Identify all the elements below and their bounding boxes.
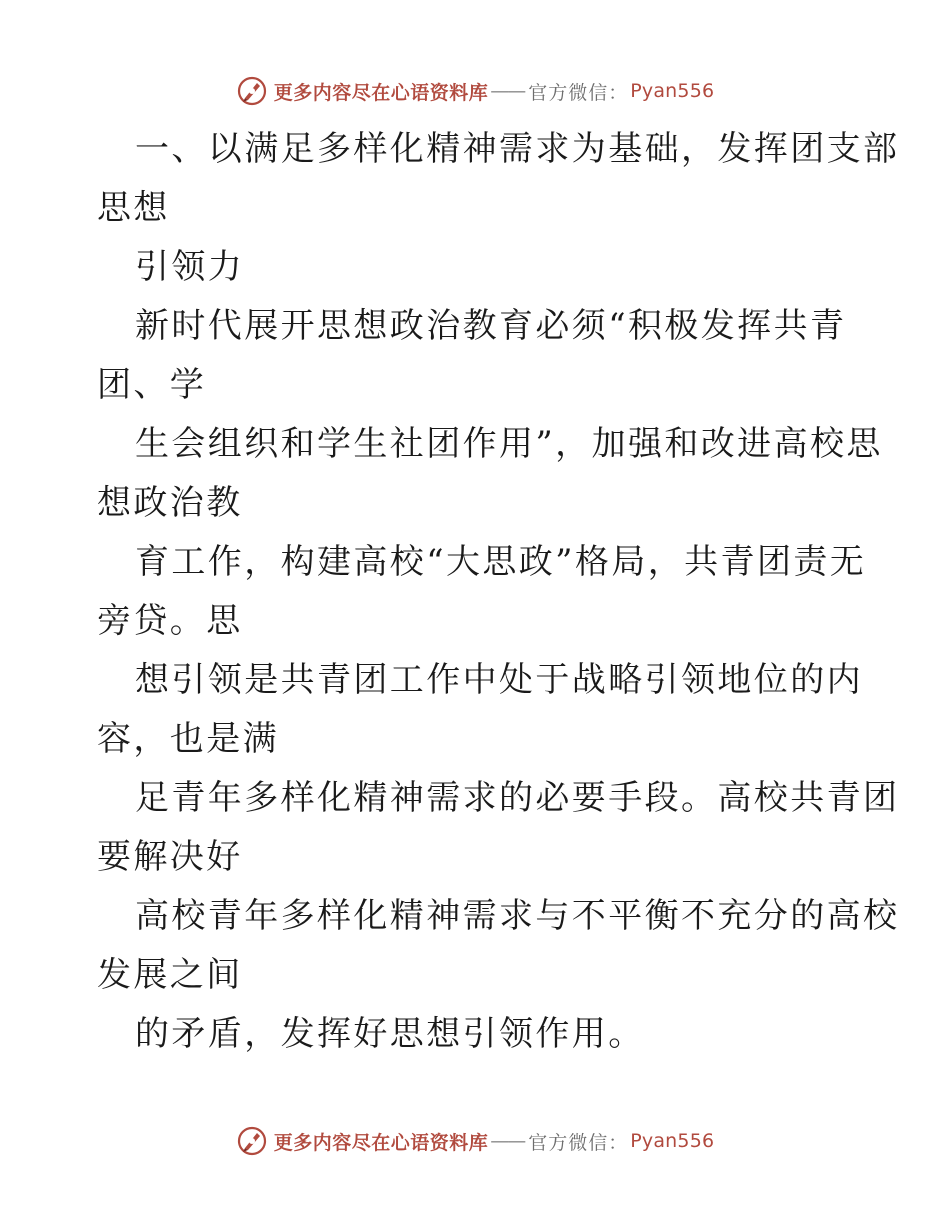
watermark-wechat-label: 官方微信： [528,1131,629,1154]
header-watermark [0,71,950,111]
watermark-dash: —— [490,1130,525,1152]
text-line: 一、以满足多样化精神需求为基础，发挥团支部 [135,129,900,169]
watermark-wechat-id: Pyan556 [630,80,715,102]
watermark-wechat-label: 官方微信： [528,81,629,104]
text-line: 生会组织和学生社团作用”，加强和改进高校思 [135,424,883,464]
text-line: 要解决好 [97,837,243,877]
watermark-main-text: 更多内容尽在心语资料库 [273,1131,489,1154]
watermark-dash: —— [490,80,525,102]
text-line: 旁贷。思 [97,601,243,641]
watermark-main-text: 更多内容尽在心语资料库 [273,81,489,104]
text-line: 足青年多样化精神需求的必要手段。高校共青团 [135,778,900,818]
quill-pen-logo-icon [236,1125,268,1157]
quill-pen-logo-icon [236,75,268,107]
document-body [97,120,900,1064]
text-line: 容，也是满 [97,719,279,759]
footer-watermark [0,1121,950,1161]
text-line: 团、学 [97,365,207,405]
text-line: 高校青年多样化精神需求与不平衡不充分的高校 [135,896,900,936]
text-line: 想引领是共青团工作中处于战略引领地位的内 [135,660,863,700]
text-line: 引领力 [135,247,245,287]
text-line: 育工作，构建高校“大思政”格局，共青团责无 [135,542,867,582]
text-line: 发展之间 [97,955,243,995]
watermark-wechat-id: Pyan556 [630,1130,715,1152]
text-line: 的矛盾，发挥好思想引领作用。 [135,1014,645,1054]
text-line: 思想 [97,188,170,228]
text-line: 想政治教 [97,483,243,523]
text-line: 新时代展开思想政治教育必须“积极发挥共青 [135,306,847,346]
